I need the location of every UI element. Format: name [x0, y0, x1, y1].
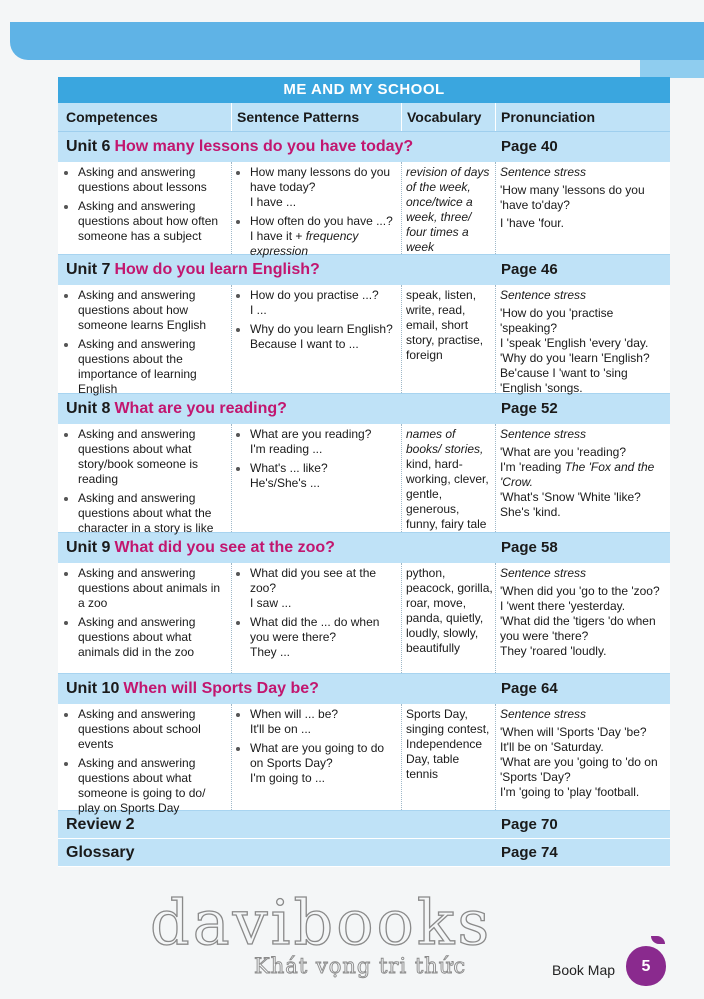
stress-title: Sentence stress: [500, 427, 587, 441]
unit-page: Page 52: [501, 400, 558, 417]
header-competences: Competences: [58, 103, 232, 131]
pron-line: It'll be on 'Saturday.: [500, 740, 604, 754]
pronunciation-cell: [496, 704, 670, 810]
competence-item: • Asking and answering questions about what the character in a story is like: [78, 491, 228, 536]
pattern-question: What's ... like?: [250, 461, 328, 475]
pattern-item: [250, 615, 398, 660]
pattern-question: What did the ... do when you were there?: [250, 615, 380, 644]
pattern-question: What are you going to do on Sports Day?: [250, 741, 385, 770]
pattern-item: [250, 322, 398, 352]
pattern-item: [250, 288, 398, 318]
vocabulary-cell: [402, 424, 496, 532]
pron-line: 'Why do you 'learn 'English?: [500, 351, 650, 365]
unit-9-body: [58, 563, 670, 674]
pattern-question: What did you see at the zoo?: [250, 566, 377, 595]
pattern-answer: It'll be on ...: [250, 722, 311, 736]
pronunciation-cell: [496, 285, 670, 393]
pron-line: 'What did the 'tigers 'do when you were 'there?: [500, 614, 656, 643]
patterns-cell: [232, 563, 402, 673]
unit-10-body: [58, 704, 670, 815]
competence-item: • Asking and answering questions about animals in a zoo: [78, 566, 228, 611]
pron-line: [500, 460, 667, 490]
pattern-item: [250, 427, 398, 457]
pattern-answer: I'm going to ...: [250, 771, 325, 785]
pron-line: 'When did you 'go to the 'zoo?: [500, 584, 660, 598]
pronunciation-cell: [496, 424, 670, 532]
column-headers: [58, 103, 670, 132]
stress-title: Sentence stress: [500, 288, 587, 302]
unit-7-header[interactable]: [58, 255, 670, 285]
patterns-cell: [232, 285, 402, 393]
unit-question: When will Sports Day be?: [123, 680, 319, 697]
pattern-question: When will ... be?: [250, 707, 339, 721]
pattern-answer: Because I want to ...: [250, 337, 359, 351]
unit-7-body: [58, 285, 670, 394]
unit-label: Unit 10: [66, 680, 120, 697]
patterns-cell: [232, 424, 402, 532]
header-pronunciation: Pronunciation: [501, 109, 596, 125]
pronunciation-cell: [496, 162, 670, 254]
pattern-item: [250, 214, 398, 259]
unit-6-header[interactable]: [58, 132, 670, 162]
glossary-row[interactable]: [58, 839, 670, 867]
unit-label: Unit 7: [66, 261, 111, 278]
unit-8-body: [58, 424, 670, 533]
vocabulary-cell: Sports Day, singing contest, Independence Day, table tennis: [402, 704, 496, 810]
glossary-label: Glossary: [66, 844, 135, 861]
pron-line: 'What are you 'reading?: [500, 445, 626, 459]
watermark-tagline: Khát vọng tri thức: [254, 954, 467, 978]
header-sentence-patterns: Sentence Patterns: [232, 103, 402, 131]
unit-10-header[interactable]: [58, 674, 670, 704]
stress-title: Sentence stress: [500, 707, 587, 721]
competence-item: • Asking and answering questions about what animals did in the zoo: [78, 615, 228, 660]
unit-6-body: [58, 162, 670, 258]
vocab-italic: names of books/ stories,: [406, 427, 484, 456]
pattern-question: How often do you have ...?: [250, 214, 393, 228]
pattern-answer: They ...: [250, 645, 291, 659]
pattern-question: How do you practise ...?: [250, 288, 379, 302]
pattern-answer: I'm reading ...: [250, 442, 323, 456]
competence-item: • Asking and answering questions about the importance of learning English: [78, 337, 228, 397]
unit-page: Page 58: [501, 539, 558, 556]
pron-part-italic: The 'Fox and the 'Crow.: [500, 460, 655, 489]
competence-item: • Asking and answering questions about how often someone has a subject: [78, 199, 228, 244]
unit-label: Unit 8: [66, 400, 111, 417]
unit-label: Unit 6: [66, 138, 111, 155]
pattern-answer: I saw ...: [250, 596, 292, 610]
review-label: Review 2: [66, 816, 135, 833]
pron-line: She's 'kind.: [500, 505, 561, 519]
competences-cell: [58, 285, 232, 396]
pronunciation-cell: [496, 563, 670, 673]
unit-9-header[interactable]: [58, 533, 670, 563]
unit-page: Page 64: [501, 680, 558, 697]
competence-item: • Asking and answering questions about what story/book someone is reading: [78, 427, 228, 487]
pron-line: I 'speak 'English 'every 'day.: [500, 336, 649, 350]
top-decoration-band-small: [640, 60, 704, 78]
header-vocabulary: Vocabulary: [402, 103, 496, 131]
pattern-question: How many lessons do you have today?: [250, 165, 391, 194]
unit-question: How many lessons do you have today?: [114, 138, 414, 155]
competences-cell: [58, 424, 232, 535]
unit-question: How do you learn English?: [114, 261, 320, 278]
unit-page: Page 40: [501, 138, 558, 155]
pattern-answer: I have ...: [250, 195, 297, 209]
pron-line: 'What are you 'going to 'do on 'Sports 'Day?: [500, 755, 658, 784]
stress-title: Sentence stress: [500, 566, 587, 580]
review-row[interactable]: [58, 811, 670, 839]
pron-line: They 'roared 'loudly.: [500, 644, 607, 658]
pron-line: 'How many 'lessons do you 'have to'day?: [500, 183, 645, 212]
competences-cell: [58, 162, 232, 254]
competence-item: • Asking and answering questions about lessons: [78, 165, 228, 195]
pron-line: I 'went there 'yesterday.: [500, 599, 626, 613]
pattern-question: Why do you learn English?: [250, 322, 393, 336]
vocabulary-cell: python, peacock, gorilla, roar, move, panda, quietly, loudly, slowly, beautifully: [402, 563, 496, 673]
pattern-question: What are you reading?: [250, 427, 372, 441]
page-number-apple: 5: [626, 946, 666, 986]
vocab-rest: kind, hard-working, clever, gentle, generous, funny, fairy tale: [406, 457, 489, 531]
unit-question: What did you see at the zoo?: [114, 539, 335, 556]
competences-cell: [58, 704, 232, 815]
pattern-item: [250, 566, 398, 611]
book-map-label: Book Map: [552, 962, 616, 978]
competence-item: • Asking and answering questions about what someone is going to do/ play on Sports Day: [78, 756, 228, 816]
pattern-item: [250, 461, 398, 491]
competence-item: • Asking and answering questions about how someone learns English: [78, 288, 228, 333]
vocabulary-cell: speak, listen, write, read, email, short story, practise, foreign: [402, 285, 496, 393]
pattern-item: [250, 741, 398, 786]
pron-line: 'What's 'Snow 'White 'like?: [500, 490, 641, 504]
unit-label: Unit 9: [66, 539, 111, 556]
unit-question: What are you reading?: [114, 400, 287, 417]
competences-cell: [58, 563, 232, 673]
patterns-cell: [232, 162, 402, 258]
pattern-answer: I ...: [250, 303, 267, 317]
unit-8-header[interactable]: [58, 394, 670, 424]
review-page: Page 70: [501, 816, 558, 833]
pattern-answer: He's/She's ...: [250, 476, 320, 490]
unit-page: Page 46: [501, 261, 558, 278]
pron-line: Be'cause I 'want to 'sing 'English 'songs.: [500, 366, 628, 395]
glossary-page: Page 74: [501, 844, 558, 861]
vocabulary-cell: revision of days of the week, once/twice a week, three/ four times a week: [402, 162, 496, 254]
pron-part: I'm 'reading: [500, 460, 565, 474]
pron-line: 'How do you 'practise 'speaking?: [500, 306, 614, 335]
pattern-answer: I have it +: [250, 229, 306, 243]
pron-line: 'When will 'Sports 'Day 'be?: [500, 725, 647, 739]
stress-title: Sentence stress: [500, 165, 587, 179]
table-title: ME AND MY SCHOOL: [58, 77, 670, 103]
pattern-answer-italic: frequency expression: [250, 229, 359, 258]
top-decoration-band: [10, 22, 704, 60]
pattern-item: [250, 707, 398, 737]
pron-line: I 'have 'four.: [500, 216, 564, 230]
watermark-logo: davibooks: [150, 886, 493, 959]
pron-line: I'm 'going to 'play 'football.: [500, 785, 640, 799]
competence-item: • Asking and answering questions about school events: [78, 707, 228, 752]
patterns-cell: [232, 704, 402, 810]
book-map-table: [58, 77, 670, 867]
pattern-item: [250, 165, 398, 210]
